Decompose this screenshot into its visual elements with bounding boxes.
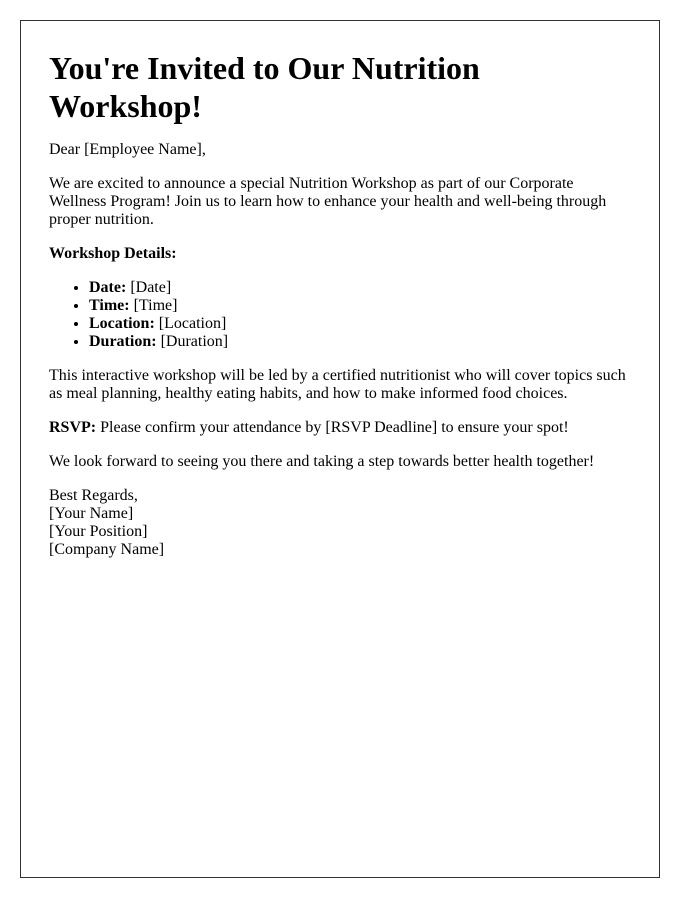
signoff-position: [Your Position] (49, 523, 148, 540)
detail-value-location: [Location] (154, 315, 227, 332)
rsvp-text: Please confirm your attendance by [RSVP Deadline] to ensure your spot! (96, 419, 569, 436)
signoff (49, 487, 631, 559)
details-list (49, 279, 631, 351)
detail-label-date: Date: (89, 279, 127, 296)
letter-title: You're Invited to Our Nutrition Workshop! (49, 50, 480, 124)
details-heading-text: Workshop Details: (49, 245, 177, 262)
invitation-letter (20, 20, 660, 878)
detail-label-location: Location: (89, 315, 155, 332)
signoff-regards: Best Regards, (49, 487, 138, 504)
detail-item-location (89, 315, 631, 333)
detail-item-duration (89, 333, 631, 351)
description-paragraph: This interactive workshop will be led by a certified nutritionist who will cover topics such as meal planning, healthy eating habits, and how to make informed food choices. (49, 367, 626, 402)
details-heading (49, 245, 631, 263)
detail-label-duration: Duration: (89, 333, 157, 350)
intro-paragraph: We are excited to announce a special Nutrition Workshop as part of our Corporate Wellness Program! Join us to learn how to enhance your health and well-being through proper nutrition. (49, 175, 607, 228)
signoff-name: [Your Name] (49, 505, 134, 522)
signoff-company: [Company Name] (49, 541, 165, 558)
closing-paragraph: We look forward to seeing you there and taking a step towards better health together! (49, 453, 595, 470)
greeting: Dear [Employee Name], (49, 141, 206, 158)
rsvp-label: RSVP: (49, 419, 97, 436)
detail-item-time (89, 297, 631, 315)
detail-value-date: [Date] (126, 279, 172, 296)
detail-value-time: [Time] (129, 297, 178, 314)
detail-item-date (89, 279, 631, 297)
detail-label-time: Time: (89, 297, 130, 314)
rsvp-paragraph (49, 419, 631, 437)
detail-value-duration: [Duration] (156, 333, 229, 350)
